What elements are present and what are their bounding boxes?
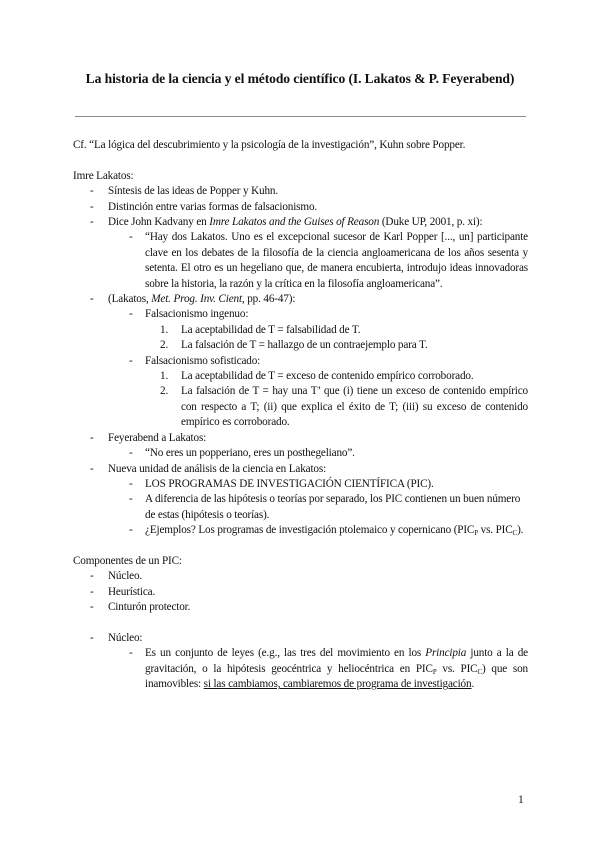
work-title: Met. Prog. Inv. Cient [151, 293, 242, 306]
dash-marker: - [90, 570, 94, 583]
componentes-heading: Componentes de un PIC: [73, 554, 182, 567]
list-item-text: La falsación de T = hallazgo de un contraejemplo para T. [181, 339, 428, 352]
nucleo-definition: Es un conjunto de leyes (e.g., las tres del movimiento en los Principia junto a la de gravitación, o la hipótesis geocéntrica y heliocéntrica en $PIC_P$ vs. $PIC_C$) que son inamovibles: si las cambiamos, cambiaremos de programa de investigación. [145, 647, 528, 691]
dash-marker: - [129, 308, 133, 321]
principia-title: Principia [425, 647, 467, 660]
list-item-text: Falsacionismo sofisticado: [145, 354, 261, 367]
title-divider [75, 116, 526, 117]
enumerated-item [73, 384, 528, 430]
list-item [73, 569, 528, 584]
list-item-text: Cinturón protector. [108, 601, 191, 614]
list-item-text: La aceptabilidad de T = exceso de contenido empírico corroborado. [181, 370, 474, 383]
dash-marker: - [129, 447, 133, 460]
dash-marker: - [90, 431, 94, 444]
list-item-text: Heurística. [108, 585, 156, 598]
list-item [73, 200, 528, 215]
dash-marker: - [90, 200, 94, 213]
list-item [73, 600, 528, 615]
list-item-text: Feyerabend a Lakatos: [108, 431, 207, 444]
document-body [73, 138, 528, 693]
list-item [73, 292, 528, 307]
enumerated-item [73, 338, 528, 353]
list-item [73, 446, 528, 461]
list-item [73, 184, 528, 199]
list-item [73, 431, 528, 446]
list-item-text: Núcleo: [108, 631, 143, 644]
enum-marker: 1. [160, 323, 169, 336]
list-item-text: Falsacionismo ingenuo: [145, 308, 249, 321]
list-item [73, 585, 528, 600]
list-item [73, 523, 528, 538]
list-item-text: LOS PROGRAMAS DE INVESTIGACIÓN CIENTÍFICA (PIC). [145, 477, 434, 490]
intro-paragraph: Cf. “La lógica del descubrimiento y la psicología de la investigación”, Kuhn sobre Popper. [73, 139, 466, 151]
list-item-text: Síntesis de las ideas de Popper y Kuhn. [108, 185, 279, 198]
enum-marker: 2. [160, 339, 169, 352]
dash-marker: - [129, 493, 133, 506]
page-number: 1 [518, 794, 524, 806]
underlined-phrase: si las cambiamos, cambiaremos de programa de investigación [203, 678, 472, 691]
enumerated-item [73, 323, 528, 338]
list-item [73, 354, 528, 369]
list-item [73, 215, 528, 230]
list-item-text: La aceptabilidad de T = falsabilidad de T. [181, 323, 361, 336]
list-item [73, 230, 528, 292]
document-title: La historia de la ciencia y el método científico (I. Lakatos & P. Feyerabend) [85, 71, 515, 86]
list-item [73, 646, 528, 692]
list-item-text: (Lakatos, Met. Prog. Inv. Cient, pp. 46-47): [108, 293, 296, 306]
dash-marker: - [90, 631, 94, 644]
list-item [73, 492, 528, 523]
list-item [73, 477, 528, 492]
enum-marker: 1. [160, 370, 169, 383]
dash-marker: - [90, 293, 94, 306]
list-item-text: ¿Ejemplos? Los programas de investigación ptolemaico y copernicano ($PIC_P$ vs. $PIC_C$). [145, 524, 524, 538]
dash-marker: - [90, 185, 94, 198]
book-title: Imre Lakatos and the Guises of Reason [209, 216, 380, 229]
enum-marker: 2. [160, 385, 169, 398]
dash-marker: - [90, 601, 94, 614]
list-item-text: Distinción entre varias formas de falsacionismo. [108, 200, 318, 213]
list-item [73, 631, 528, 646]
dash-marker: - [129, 524, 133, 537]
enumerated-item [73, 369, 528, 384]
list-item [73, 462, 528, 477]
list-item-text: La falsación de T = hay una T’ que (i) tiene un exceso de contenido empírico con respecto a T; (ii) que explica el éxito de T; (iii) su exceso de contenido empírico es corroborado. [181, 385, 528, 429]
dash-marker: - [90, 462, 94, 475]
list-item [73, 307, 528, 322]
lakatos-heading: Imre Lakatos: [73, 169, 134, 182]
dash-marker: - [129, 647, 133, 660]
dash-marker: - [129, 231, 133, 244]
dash-marker: - [90, 585, 94, 598]
dash-marker: - [90, 216, 94, 229]
list-item-text: “No eres un popperiano, eres un posthegeliano”. [145, 447, 355, 460]
dash-marker: - [129, 354, 133, 367]
kadvany-quote: “Hay dos Lakatos. Uno es el excepcional sucesor de Karl Popper [..., un] participante clave en los debates de la filosofía de la ciencia angloamericana de los años sesenta y setenta. El otro es un hegeliano que, de manera encubierta, introdujo ideas innovadoras sobre la historia, la razón y la crítica en la filosofía angloamericana”. [145, 231, 528, 290]
list-item-text: A diferencia de las hipótesis o teorías por separado, los PIC contienen un buen número de estas (hipótesis o teorías). [145, 493, 521, 521]
list-item-text: Dice John Kadvany en Imre Lakatos and the Guises of Reason (Duke UP, 2001, p. xi): [108, 216, 483, 229]
dash-marker: - [129, 477, 133, 490]
list-item-text: Nueva unidad de análisis de la ciencia en Lakatos: [108, 462, 327, 475]
list-item-text: Núcleo. [108, 570, 143, 583]
